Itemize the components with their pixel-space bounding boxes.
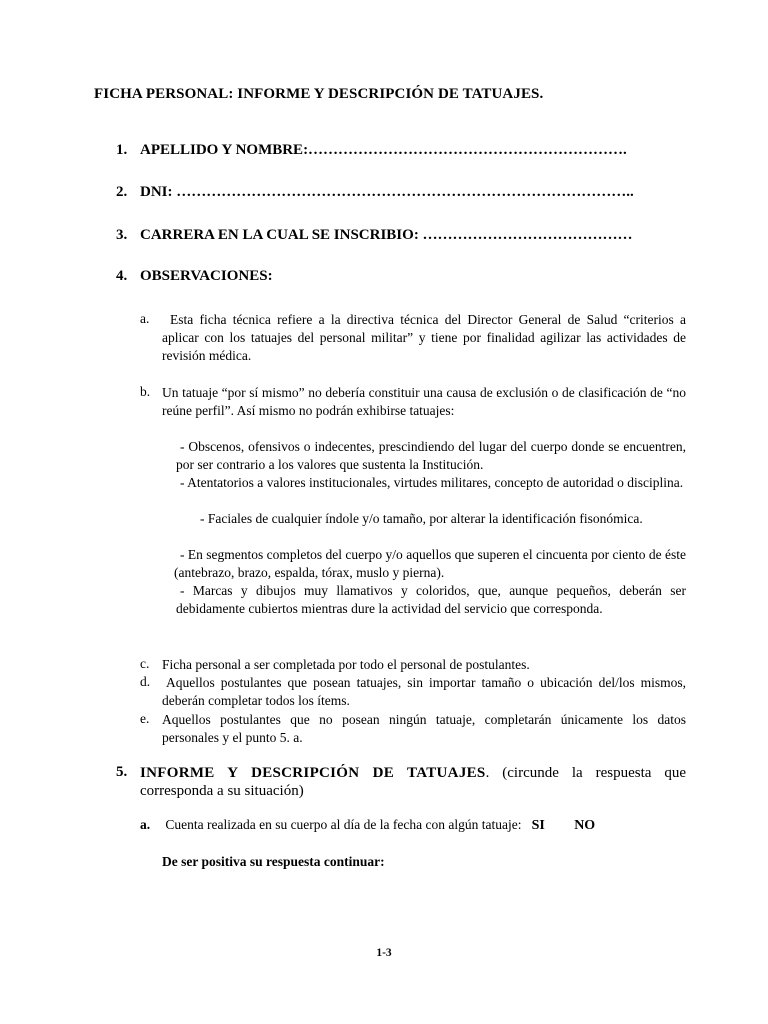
bullet-item: - Faciales de cualquier índole y/o tamaño, por alterar la identificación fisonómica. <box>200 511 643 526</box>
section-text: APELLIDO Y NOMBRE:………………………………………………………. <box>140 142 627 158</box>
bullet-item: - Marcas y dibujos muy llamativos y coloridos, que, aunque pequeños, deberán ser debidamente cubiertos mientras dure la actividad del servicio que corresponda. <box>176 583 686 616</box>
item-text: Un tatuaje “por sí mismo” no debería constituir una causa de exclusión o de clasificación de “no reúne perfil”. Así mismo no podrán exhibirse tatuajes: <box>162 385 686 418</box>
section-number: 3. <box>116 227 128 243</box>
observation-a <box>140 311 686 365</box>
page-title: FICHA PERSONAL: INFORME Y DESCRIPCIÓN DE TATUAJES. <box>94 86 544 102</box>
section-note: . (circunde la respuesta que corresponda a su situación) <box>140 765 686 799</box>
section-dni <box>116 184 634 201</box>
item-label: a. <box>140 311 150 326</box>
item-text: Aquellos postulantes que posean tatuajes, sin importar tamaño o ubicación del/los mismos, deberán completar todos los ítems. <box>162 675 686 708</box>
question-text: Cuenta realizada en su cuerpo al día de la fecha con algún tatuaje: <box>165 817 522 832</box>
answer-yes-option[interactable]: SI <box>531 818 545 833</box>
section-observations <box>116 268 273 285</box>
item-text: Aquellos postulantes que no posean ningún tatuaje, completarán únicamente los datos personales y el punto 5. a. <box>162 712 686 745</box>
section-text: DNI: ……………………………………………………………………………….. <box>140 184 634 200</box>
section-number: 1. <box>116 142 128 158</box>
section-tattoo-report <box>116 764 686 800</box>
item-label: e. <box>140 711 150 726</box>
section-number: 2. <box>116 184 128 200</box>
item-label: d. <box>140 674 151 689</box>
section-number: 5. <box>116 764 128 780</box>
item-text: Esta ficha técnica refiere a la directiva técnica del Director General de Salud “criterios a aplicar con los tatuajes del personal militar” y tiene por finalidad agilizar las actividades de revisión médica. <box>162 312 686 363</box>
question-label: a. <box>140 817 151 832</box>
tattoo-question <box>140 817 595 834</box>
observation-b <box>140 384 686 420</box>
section-text: CARRERA EN LA CUAL SE INSCRIBIO: …………………………………… <box>140 227 633 243</box>
item-text: Ficha personal a ser completada por todo el personal de postulantes. <box>162 657 530 672</box>
section-name <box>116 142 627 159</box>
observation-e <box>140 711 686 747</box>
section-number: 4. <box>116 268 128 284</box>
section-heading: INFORME Y DESCRIPCIÓN DE TATUAJES <box>140 765 486 781</box>
observation-c <box>140 656 686 674</box>
continue-instruction: De ser positiva su respuesta continuar: <box>162 854 385 869</box>
page-number: 1-3 <box>376 947 392 959</box>
answer-no-option[interactable]: NO <box>574 818 596 833</box>
item-label: b. <box>140 384 151 399</box>
bullet-item: - Atentatorios a valores institucionales, virtudes militares, concepto de autoridad o disciplina. <box>180 475 684 490</box>
bullet-item: - En segmentos completos del cuerpo y/o aquellos que superen el cincuenta por ciento de éste (antebrazo, brazo, espalda, tórax, muslo y pierna). <box>174 547 686 580</box>
section-text: OBSERVACIONES: <box>140 268 273 284</box>
bullet-item: - Obscenos, ofensivos o indecentes, prescindiendo del lugar del cuerpo donde se encuentren, por ser contrario a los valores que sustenta la Institución. <box>176 439 686 472</box>
observation-d <box>140 674 686 710</box>
item-label: c. <box>140 656 150 671</box>
section-career <box>116 227 633 244</box>
